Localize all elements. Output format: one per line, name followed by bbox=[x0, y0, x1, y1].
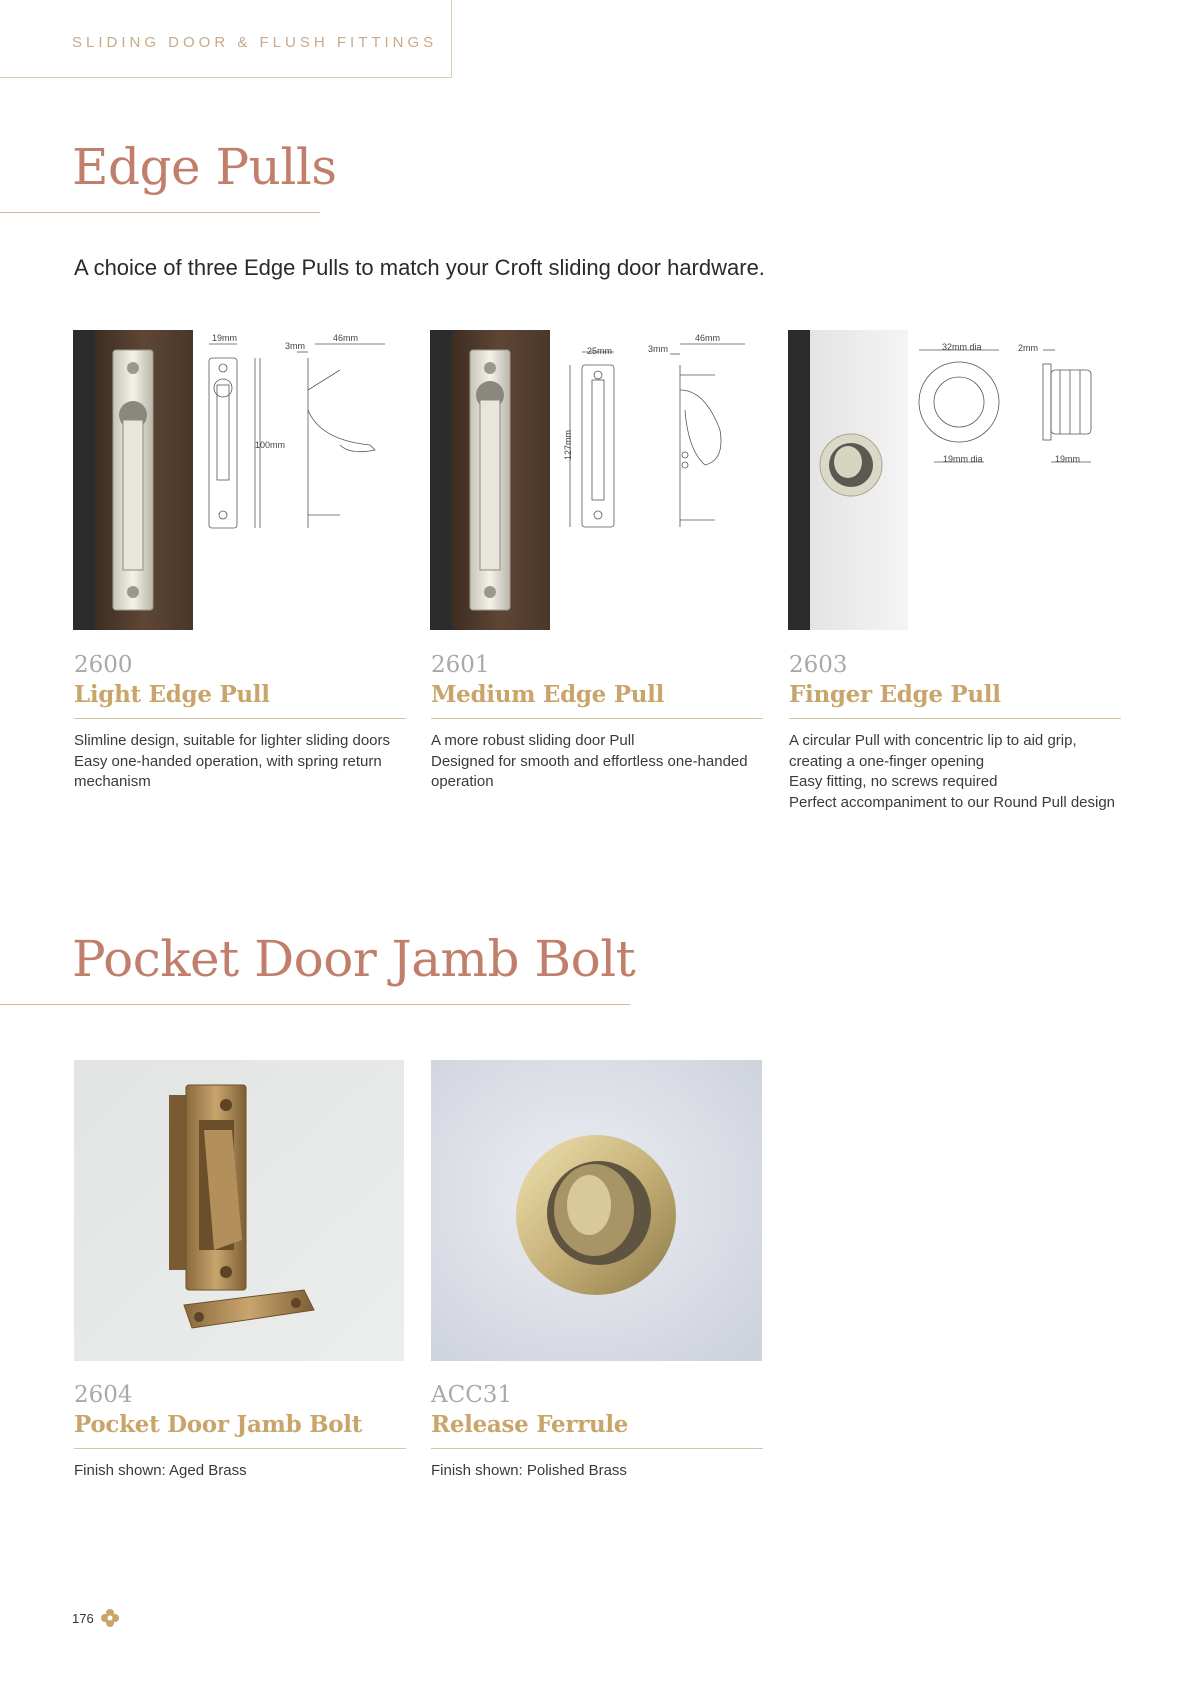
description-line: Designed for smooth and effortless one-handed operation bbox=[431, 752, 748, 790]
product-name: Pocket Door Jamb Bolt bbox=[74, 1411, 363, 1438]
light-edge-pull-dim-height: 100mm bbox=[255, 440, 286, 450]
finger-edge-pull-dim-lip: 2mm bbox=[1018, 343, 1038, 353]
finger-edge-pull-drawing bbox=[915, 340, 1110, 470]
light-edge-pull-drawing bbox=[200, 330, 395, 530]
light-edge-pull-dim-width: 19mm bbox=[212, 333, 238, 343]
flower-logo-icon bbox=[100, 1608, 120, 1628]
jamb-bolt-photo bbox=[74, 1060, 404, 1361]
description-line: Finish shown: Polished Brass bbox=[431, 1462, 627, 1479]
light-edge-pull-dim-depth: 46mm bbox=[333, 333, 359, 343]
medium-edge-pull-dim-width: 25mm bbox=[587, 346, 613, 356]
finger-edge-pull-dim-depth: 19mm bbox=[1055, 454, 1081, 464]
jamb-bolt-title: Pocket Door Jamb Bolt bbox=[72, 930, 636, 988]
edge-pulls-title: Edge Pulls bbox=[72, 138, 337, 196]
product-description bbox=[431, 731, 763, 793]
finger-edge-pull-dim-outer: 32mm dia bbox=[942, 342, 982, 352]
product-description bbox=[74, 1461, 406, 1482]
description-line: A circular Pull with concentric lip to aid grip, creating a one-finger opening bbox=[789, 732, 1077, 770]
finger-edge-pull-photo bbox=[788, 330, 908, 630]
product-name: Light Edge Pull bbox=[74, 681, 270, 708]
product-rule bbox=[431, 718, 763, 719]
light-edge-pull-dim-lip: 3mm bbox=[285, 341, 305, 351]
product-code: ACC31 bbox=[431, 1382, 513, 1408]
product-2603 bbox=[789, 650, 1121, 813]
product-name: Release Ferrule bbox=[431, 1411, 629, 1438]
product-rule bbox=[74, 1448, 406, 1449]
page-number: 176 bbox=[72, 1611, 94, 1626]
medium-edge-pull-dim-height: 127mm bbox=[563, 429, 574, 461]
finger-edge-pull-dim-inner: 19mm dia bbox=[943, 454, 983, 464]
product-name: Finger Edge Pull bbox=[789, 681, 1001, 708]
product-code: 2601 bbox=[431, 652, 490, 678]
description-line: Easy fitting, no screws required bbox=[789, 773, 998, 790]
description-line: Finish shown: Aged Brass bbox=[74, 1462, 247, 1479]
description-line: Easy one-handed operation, with spring return mechanism bbox=[74, 752, 382, 790]
product-2604 bbox=[74, 1380, 406, 1482]
edge-pulls-title-rule bbox=[0, 212, 320, 213]
release-ferrule-photo bbox=[431, 1060, 762, 1361]
product-description bbox=[789, 731, 1121, 813]
product-rule bbox=[789, 718, 1121, 719]
product-2600 bbox=[74, 650, 406, 793]
product-code: 2604 bbox=[74, 1382, 133, 1408]
product-description bbox=[74, 731, 406, 793]
medium-edge-pull-dim-lip: 3mm bbox=[648, 344, 668, 354]
light-edge-pull-photo bbox=[73, 330, 193, 630]
medium-edge-pull-drawing bbox=[560, 330, 755, 530]
jamb-bolt-title-rule bbox=[0, 1004, 630, 1005]
medium-edge-pull-dim-depth: 46mm bbox=[695, 333, 721, 343]
description-line: Perfect accompaniment to our Round Pull design bbox=[789, 793, 1116, 811]
product-description bbox=[431, 1461, 763, 1482]
product-2601 bbox=[431, 650, 763, 793]
description-line: A more robust sliding door Pull bbox=[431, 732, 635, 749]
product-name: Medium Edge Pull bbox=[431, 681, 665, 708]
product-code: 2600 bbox=[74, 652, 133, 678]
product-acc31 bbox=[431, 1380, 763, 1482]
medium-edge-pull-photo bbox=[430, 330, 550, 630]
description-line: Slimline design, suitable for lighter sliding doors bbox=[74, 732, 390, 749]
section-header-box bbox=[0, 0, 452, 78]
product-code: 2603 bbox=[789, 652, 848, 678]
edge-pulls-intro: A choice of three Edge Pulls to match your Croft sliding door hardware. bbox=[74, 255, 765, 280]
section-label: SLIDING DOOR & FLUSH FITTINGS bbox=[72, 34, 438, 51]
product-rule bbox=[74, 718, 406, 719]
product-rule bbox=[431, 1448, 763, 1449]
